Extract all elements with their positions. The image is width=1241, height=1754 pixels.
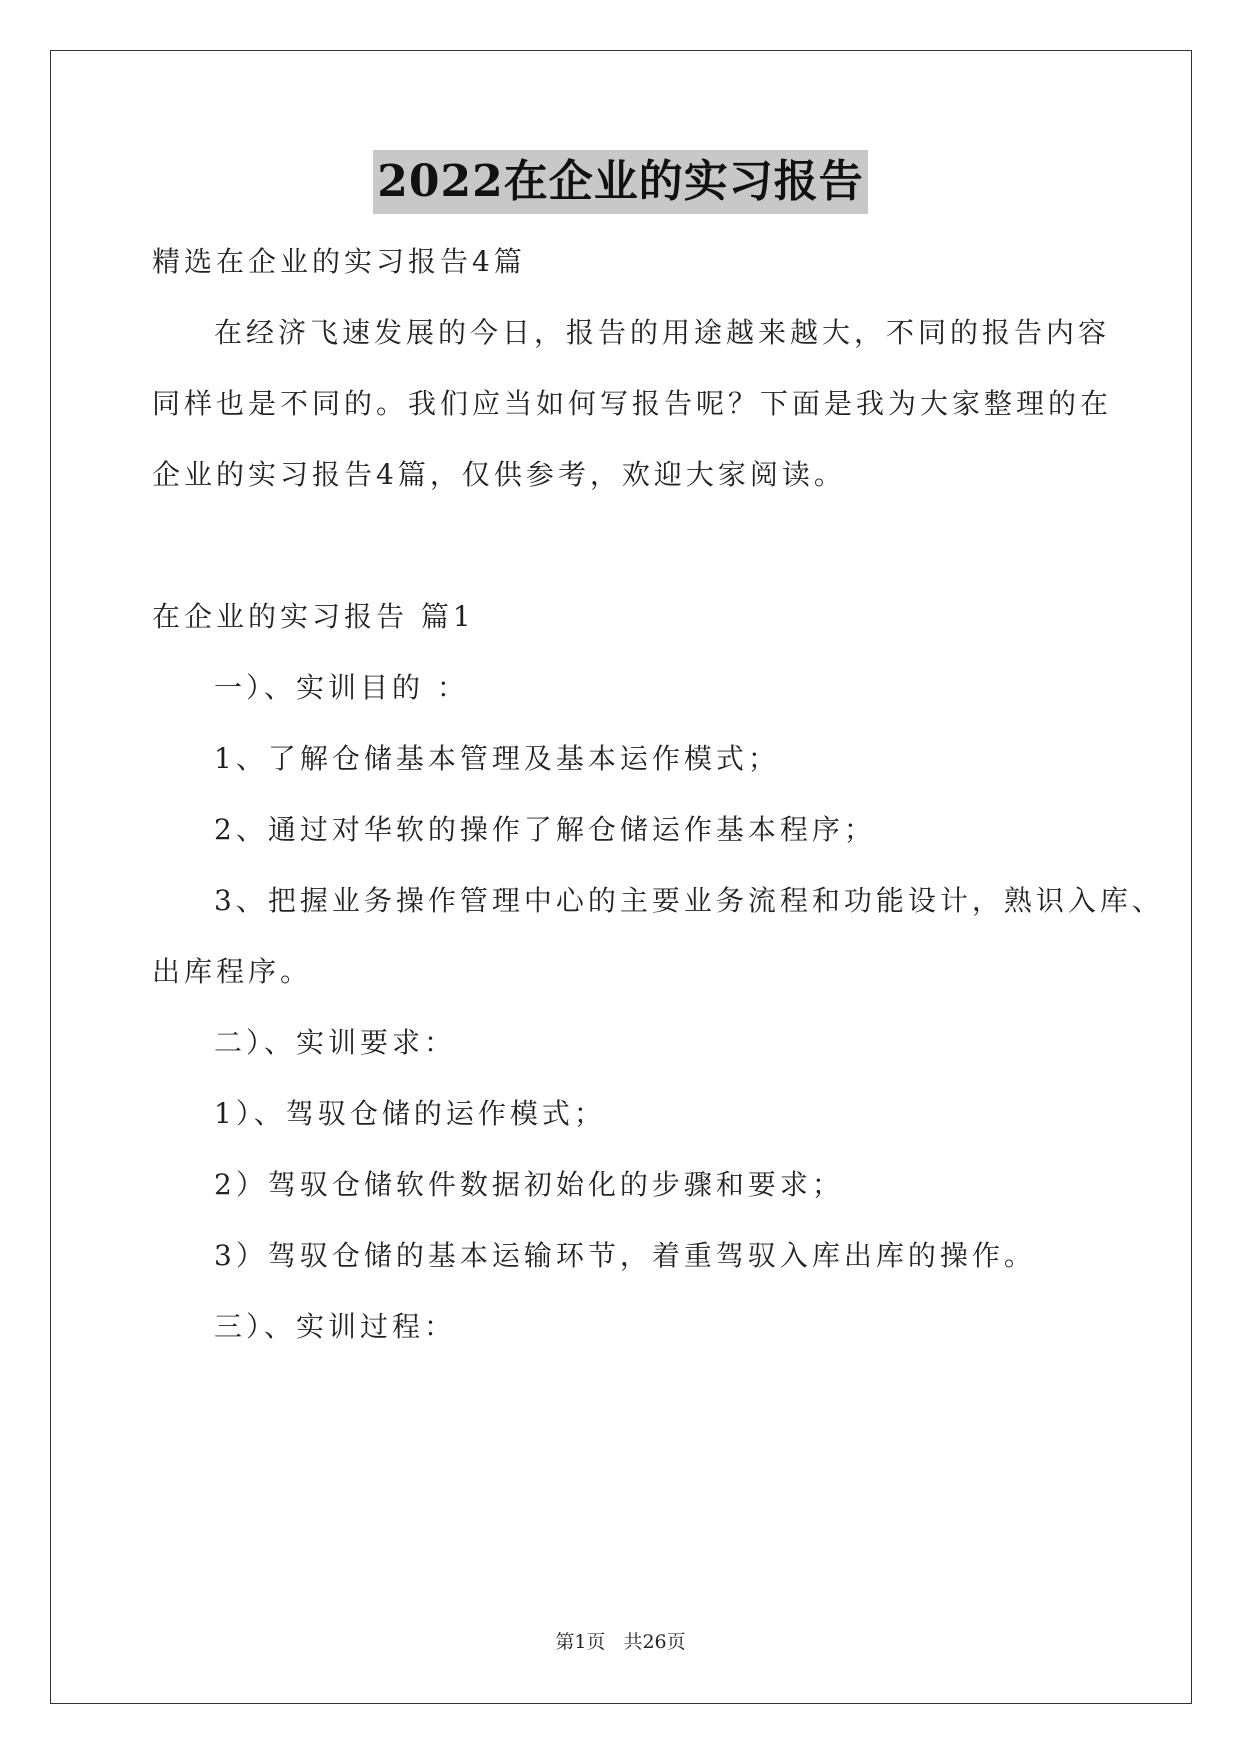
page-total: 共26页 [623, 1631, 686, 1653]
page-border [50, 50, 1192, 1704]
document-title: 2022在企业的实习报告 [373, 150, 867, 214]
requirement-item-3: 3）驾驭仓储的基本运输环节，着重驾驭入库出库的操作。 [214, 1239, 1036, 1272]
requirement-item-2: 2）驾驭仓储软件数据初始化的步骤和要求； [214, 1168, 844, 1201]
subsection-requirements: 二）、实训要求： [214, 1026, 457, 1059]
goal-item-1: 1、了解仓储基本管理及基本运作模式； [214, 742, 780, 775]
subtitle-line: 精选在企业的实习报告4篇 [152, 245, 526, 278]
title-container [0, 150, 1241, 214]
page-footer [0, 1628, 1241, 1656]
goal-item-3-cont: 出库程序。 [152, 955, 313, 988]
page-number: 第1页 [555, 1631, 606, 1653]
intro-line-1: 在经济飞速发展的今日，报告的用途越来越大，不同的报告内容 [214, 316, 1111, 349]
subsection-process: 三）、实训过程： [214, 1310, 457, 1343]
requirement-item-1: 1）、驾驭仓储的运作模式； [214, 1097, 606, 1130]
intro-line-2: 同样也是不同的。我们应当如何写报告呢？下面是我为大家整理的在 [152, 387, 1113, 420]
goal-item-2: 2、通过对华软的操作了解仓储运作基本程序； [214, 813, 876, 846]
intro-line-3: 企业的实习报告4篇，仅供参考，欢迎大家阅读。 [152, 458, 846, 491]
goal-item-3: 3、把握业务操作管理中心的主要业务流程和功能设计，熟识入库、 [214, 884, 1164, 917]
section-heading: 在企业的实习报告 篇1 [152, 600, 475, 633]
subsection-goals: 一）、实训目的 ： [214, 671, 469, 704]
